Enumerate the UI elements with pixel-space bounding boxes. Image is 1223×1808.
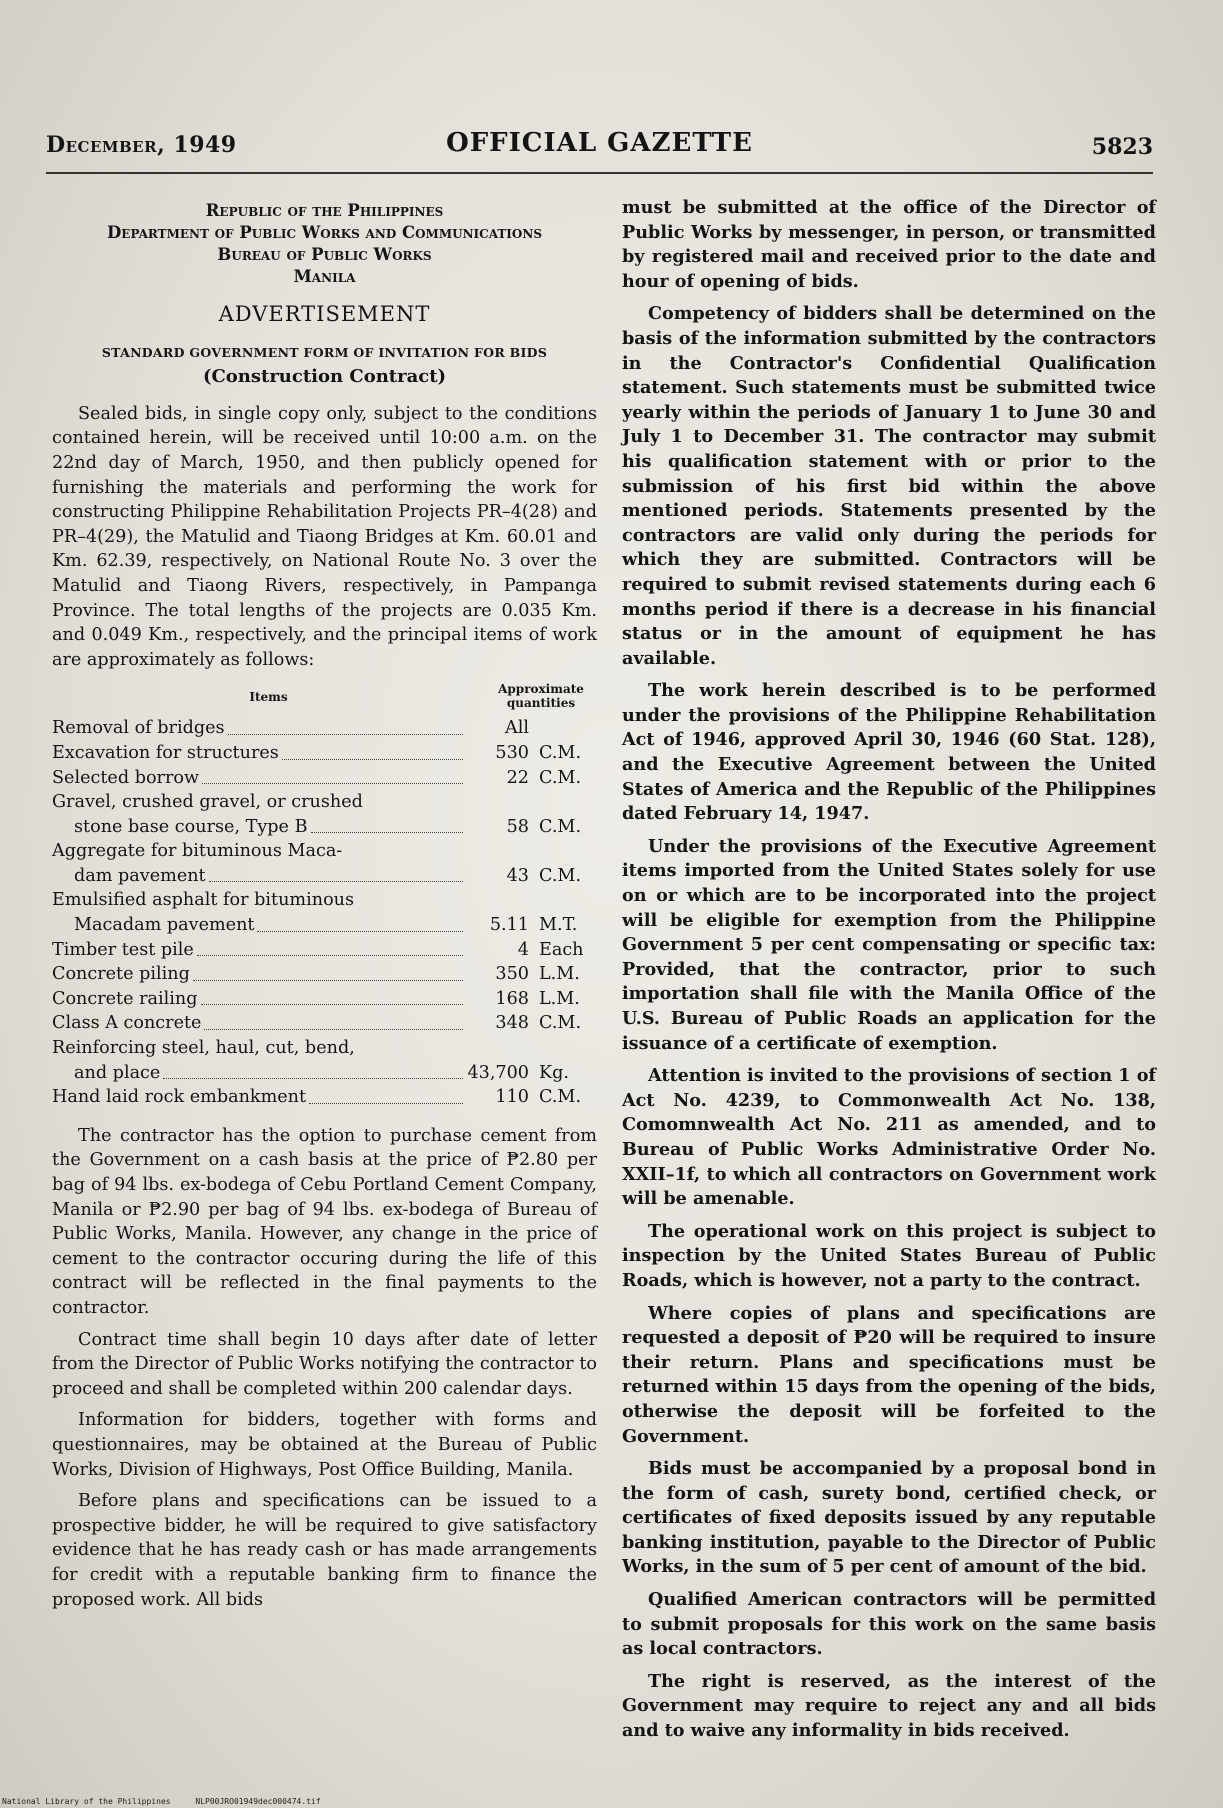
item-quantity: All <box>505 718 529 739</box>
item-label: Class A concrete <box>52 1013 202 1034</box>
item-unit: Each <box>539 939 584 960</box>
exemption-paragraph: Under the provisions of the Executive Agreement items imported from the United States solely for use on or which are to be incorporated into the project will be eligible for exemption from the Philippine Government 5 per cent compensating or specific tax: Provided, that the contractor, prior to such importation shall file with the Manila Office of the U.S. Bureau of Public Roads an application for the issuance of a certificate of exemption. <box>622 835 1156 1054</box>
proposal-bond-paragraph: Bids must be accompanied by a proposal bond in the form of cash, surety bond, certified check, or certificates of fixed deposits issued by any reputable banking institution, payable to the Director of Public Works, in the sum of 5 per cent of amount of the bid. <box>622 1458 1156 1578</box>
item-quantity: 22 <box>506 767 529 788</box>
issue-date: December, 1949 <box>46 132 237 158</box>
item-row <box>52 962 597 987</box>
item-row <box>52 790 597 839</box>
cement-paragraph: The contractor has the option to purchase cement from the Government on a cash basis at the price of ₱2.80 per bag of 94 lbs. ex-bodega of Cebu Portland Cement Company, Manila or ₱2.90 per bag of 94 lbs. ex-bodega of Bureau of Public Works, Manila. However, any change in the price of cement to the contractor occuring during the life of this contract will be reflected in the final payments to the contractor. <box>52 1125 597 1318</box>
item-row <box>52 938 597 963</box>
item-quantity: 5.11 <box>489 915 529 936</box>
page-header <box>46 128 1153 174</box>
contract-time-paragraph: Contract time shall begin 10 days after date of letter from the Director of Public Works notifying the contractor to proceed and shall be completed within 200 calendar days. <box>52 1329 597 1399</box>
item-unit: C.M. <box>539 767 582 788</box>
item-label: Reinforcing steel, haul, cut, bend, <box>52 1038 355 1059</box>
item-unit: C.M. <box>539 865 582 886</box>
deposit-paragraph: Where copies of plans and specifications are requested a deposit of ₱20 will be required to insure their return. Plans and specifications must be returned within 15 days from the opening of the bids, otherwise the deposit will be forfeited to the Government. <box>622 1302 1156 1447</box>
form-title: STANDARD GOVERNMENT FORM OF INVITATION FOR BIDS <box>101 344 548 360</box>
item-quantity: 348 <box>495 1013 529 1034</box>
item-unit: C.M. <box>539 1087 582 1108</box>
page-number: 5823 <box>1091 134 1153 160</box>
left-column <box>52 196 597 1619</box>
masthead-line: Bureau of Public Works <box>217 245 432 264</box>
advertisement-title: ADVERTISEMENT <box>218 302 431 326</box>
masthead-line: Department of Public Works and Communications <box>106 223 543 242</box>
item-label-cont: Macadam pavement <box>74 915 255 936</box>
item-unit: C.M. <box>539 816 582 837</box>
item-label-cont: dam pavement <box>74 865 206 886</box>
item-label: Aggregate for bituminous Maca- <box>52 841 343 862</box>
item-quantity: 43,700 <box>467 1062 529 1083</box>
right-column <box>622 196 1156 1752</box>
submission-paragraph: must be submitted at the office of the Director of Public Works by messenger, in person, or transmitted by registered mail and received prior to the date and hour of opening of bids. <box>622 197 1156 292</box>
item-row <box>52 1036 597 1085</box>
item-label: Emulsified asphalt for bituminous <box>52 890 355 911</box>
item-unit: L.M. <box>539 964 580 985</box>
american-contractors-paragraph: Qualified American contractors will be permitted to submit proposals for this work on the same basis as local contractors. <box>622 1589 1156 1660</box>
rehabilitation-act-paragraph: The work herein described is to be performed under the provisions of the Philippine Rehabilitation Act of 1946, approved April 30, 1946 (60 Stat. 128), and the Executive Agreement between the United States of America and the Republic of the Philippines dated February 14, 1947. <box>622 680 1156 825</box>
items-table <box>52 682 597 1110</box>
items-column-header: Items <box>249 690 288 705</box>
publication-title: OFFICIAL GAZETTE <box>446 128 753 158</box>
item-quantity: 58 <box>506 816 529 837</box>
masthead-line: Republic of the Philippines <box>205 201 444 220</box>
item-label: Hand laid rock embankment <box>52 1087 307 1108</box>
financing-paragraph: Before plans and specifications can be issued to a prospective bidder, he will be required to give satisfactory evidence that he has ready cash or has made arrangements for credit with a reputable banking firm to finance the proposed work. All bids <box>52 1491 597 1610</box>
item-label: Timber test pile <box>52 939 194 960</box>
item-row <box>52 1011 597 1036</box>
item-row <box>52 987 597 1012</box>
item-label-cont: and place <box>74 1062 161 1083</box>
inspection-paragraph: The operational work on this project is subject to inspection by the United States Bureau of Public Roads, which is however, not a party to the contract. <box>622 1220 1156 1291</box>
item-row <box>52 1085 597 1110</box>
intro-paragraph: Sealed bids, in single copy only, subject to the conditions contained herein, will be received until 10:00 a.m. on the 22nd day of March, 1950, and then publicly opened for furnishing the materials and performing the work for constructing Philippine Rehabilitation Projects PR–4(28) and PR–4(29), the Matulid and Tiaong Bridges at Km. 60.01 and Km. 62.39, respectively, on National Route No. 3 over the Matulid and Tiaong Rivers, respectively, in Pampanga Province. The total lengths of the projects are 0.035 Km. and 0.049 Km., respectively, and the principal items of work are approximately as follows: <box>52 403 597 670</box>
item-label: Concrete piling <box>52 964 190 985</box>
information-paragraph: Information for bidders, together with forms and questionnaires, may be obtained at the Bureau of Public Works, Division of Highways, Post Office Building, Manila. <box>52 1410 597 1480</box>
item-row <box>52 716 597 741</box>
item-label-cont: stone base course, Type B <box>74 816 308 837</box>
item-label: Concrete railing <box>52 988 198 1009</box>
item-unit: C.M. <box>539 1013 582 1034</box>
item-row <box>52 839 597 888</box>
quantities-column-header: Approximate quantities <box>498 682 584 711</box>
item-unit: Kg. <box>539 1062 569 1083</box>
item-label: Removal of bridges <box>52 718 225 739</box>
item-row <box>52 888 597 937</box>
item-quantity: 350 <box>495 964 529 985</box>
form-subtitle: (Construction Contract) <box>202 366 447 388</box>
item-quantity: 530 <box>495 742 529 763</box>
items-table-header <box>52 682 597 710</box>
item-quantity: 43 <box>506 865 529 886</box>
item-quantity: 168 <box>495 988 529 1009</box>
library-credit: National Library of the Philippines <box>2 1797 171 1806</box>
attention-paragraph: Attention is invited to the provisions of section 1 of Act No. 4239, to Commonwealth Act No. 138, Comomnwealth Act No. 211 as amended, and to Bureau of Public Works Administrative Order No. XXII–1f, to which all contractors on Government work will be amenable. <box>622 1065 1156 1210</box>
scan-footer <box>2 1797 341 1806</box>
masthead-line: Manila <box>293 267 356 286</box>
item-label: Selected borrow <box>52 767 200 788</box>
reservation-paragraph: The right is reserved, as the interest of the Government may require to reject any and all bids and to waive any informality in bids received. <box>622 1670 1156 1742</box>
item-row <box>52 741 597 766</box>
item-unit: M.T. <box>539 915 578 936</box>
item-quantity: 110 <box>495 1087 529 1108</box>
competency-paragraph: Competency of bidders shall be determined on the basis of the information submitted by the contractors in the Contractor's Confidential Qualification statement. Such statements must be submitted twice yearly within the periods of January 1 to June 30 and July 1 to December 31. The contractor may submit his qualification statement with or prior to the submission of his first bid within the above mentioned periods. Statements presented by the contractors are valid only during the periods for which they are submitted. Contractors will be required to submit revised statements during each 6 months period if there is a decrease in his financial status or in the amount of equipment he has available. <box>622 303 1156 669</box>
item-unit: L.M. <box>539 988 580 1009</box>
scan-filename: NLP00JRO01949dec000474.tif <box>195 1797 321 1806</box>
item-quantity: 4 <box>517 939 529 960</box>
masthead <box>52 200 597 288</box>
item-unit: C.M. <box>539 742 582 763</box>
item-row <box>52 766 597 791</box>
item-label: Gravel, crushed gravel, or crushed <box>52 792 363 813</box>
item-label: Excavation for structures <box>52 742 279 763</box>
